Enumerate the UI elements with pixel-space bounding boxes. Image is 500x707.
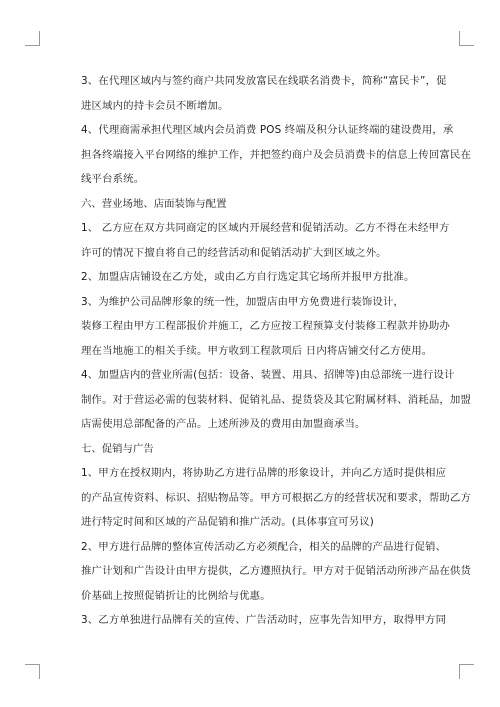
- paragraph-line: 3、在代理区域内与签约商户共同发放富民在线联名消费卡，简称“富民卡”，促: [81, 75, 447, 87]
- paragraph: [61, 461, 471, 535]
- paragraph: [61, 69, 447, 118]
- paragraph-line: 价基础上按照促销折让的比例给与优惠。: [81, 589, 271, 602]
- paragraph-line: 4、代理商需承担代理区域内会员消费 POS 终端及积分认证终端的建设费用，承: [81, 124, 454, 136]
- paragraph: [61, 314, 450, 363]
- paragraph-line: 4、加盟店内的营业所需(包括：设备、装置、用具、招牌等)由总部统一进行设计: [81, 369, 455, 381]
- crop-mark-top-left: [25, 31, 40, 46]
- section-heading: 七、促销与广告: [81, 442, 154, 455]
- paragraph-line: 1、 乙方应在双方共同商定的区域内开展经营和促销活动。乙方不得在未经甲方: [81, 222, 450, 234]
- paragraph-line: 2、加盟店店铺设在乙方处，或由乙方自行选定其它场所并报甲方批准。: [81, 271, 415, 283]
- paragraph-line: 推广计划和广告设计由甲方提供，乙方遵照执行。甲方对于促销活动所涉产品在供货: [81, 565, 471, 577]
- paragraph-line: 1、甲方在授权期内，将协助乙方进行品牌的形象设计，并向乙方适时提供相应: [81, 467, 447, 479]
- paragraph: [61, 535, 471, 609]
- paragraph-line: 的产品宣传资料、标识、招贴物品等。甲方可根据乙方的经营状况和要求，帮助乙方: [81, 491, 471, 504]
- paragraph-line: 2、甲方进行品牌的整体宣传活动乙方必须配合，相关的品牌的产品进行促销、: [81, 540, 447, 553]
- paragraph: [61, 265, 439, 290]
- crop-mark-top-right: [459, 31, 474, 46]
- paragraph: [61, 216, 450, 265]
- paragraph-line: 3、为维护公司品牌形象的统一性，加盟店由甲方免费进行装饰设计，: [81, 295, 404, 308]
- paragraph: [61, 608, 447, 633]
- paragraph-line: 担各终端接入平台网络的维护工作，并把签约商户及会员消费卡的信息上传回富民在: [81, 148, 471, 161]
- paragraph: [61, 118, 471, 192]
- paragraph-line: 3、乙方单独进行品牌有关的宣传、广告活动时，应事先告知甲方，取得甲方同: [81, 614, 447, 626]
- paragraph-line: 许可的情况下擅自将自己的经营活动和促销活动扩大到区域之外。: [81, 246, 387, 259]
- paragraph: [61, 290, 439, 315]
- crop-mark-bottom-right: [459, 664, 474, 679]
- paragraph-line: 制作。对于营运必需的包装材料、促销礼品、提货袋及其它附属材料、消耗品，加盟: [81, 393, 471, 406]
- document-body: [61, 69, 471, 633]
- paragraph-line: 线平台系统。: [81, 173, 145, 185]
- paragraph-line: 进区域内的持卡会员不断增加。: [81, 99, 229, 112]
- paragraph-line: 装修工程由甲方工程部报价并施工，乙方应按工程预算支付装修工程款并协助办: [81, 320, 450, 332]
- paragraph-line: 进行特定时间和区域的产品促销和推广活动。(具体事宜可另议): [81, 516, 375, 528]
- crop-mark-bottom-left: [25, 664, 40, 679]
- paragraph-line: 店需使用总部配备的产品。上述所涉及的费用由加盟商承当。: [81, 418, 366, 430]
- section-heading: 六、营业场地、店面装饰与配置: [81, 197, 227, 210]
- paragraph-line: 理在当地施工的相关手续。甲方收到工程款项后 日内将店铺交付乙方使用。: [81, 344, 433, 357]
- paragraph: [61, 363, 471, 437]
